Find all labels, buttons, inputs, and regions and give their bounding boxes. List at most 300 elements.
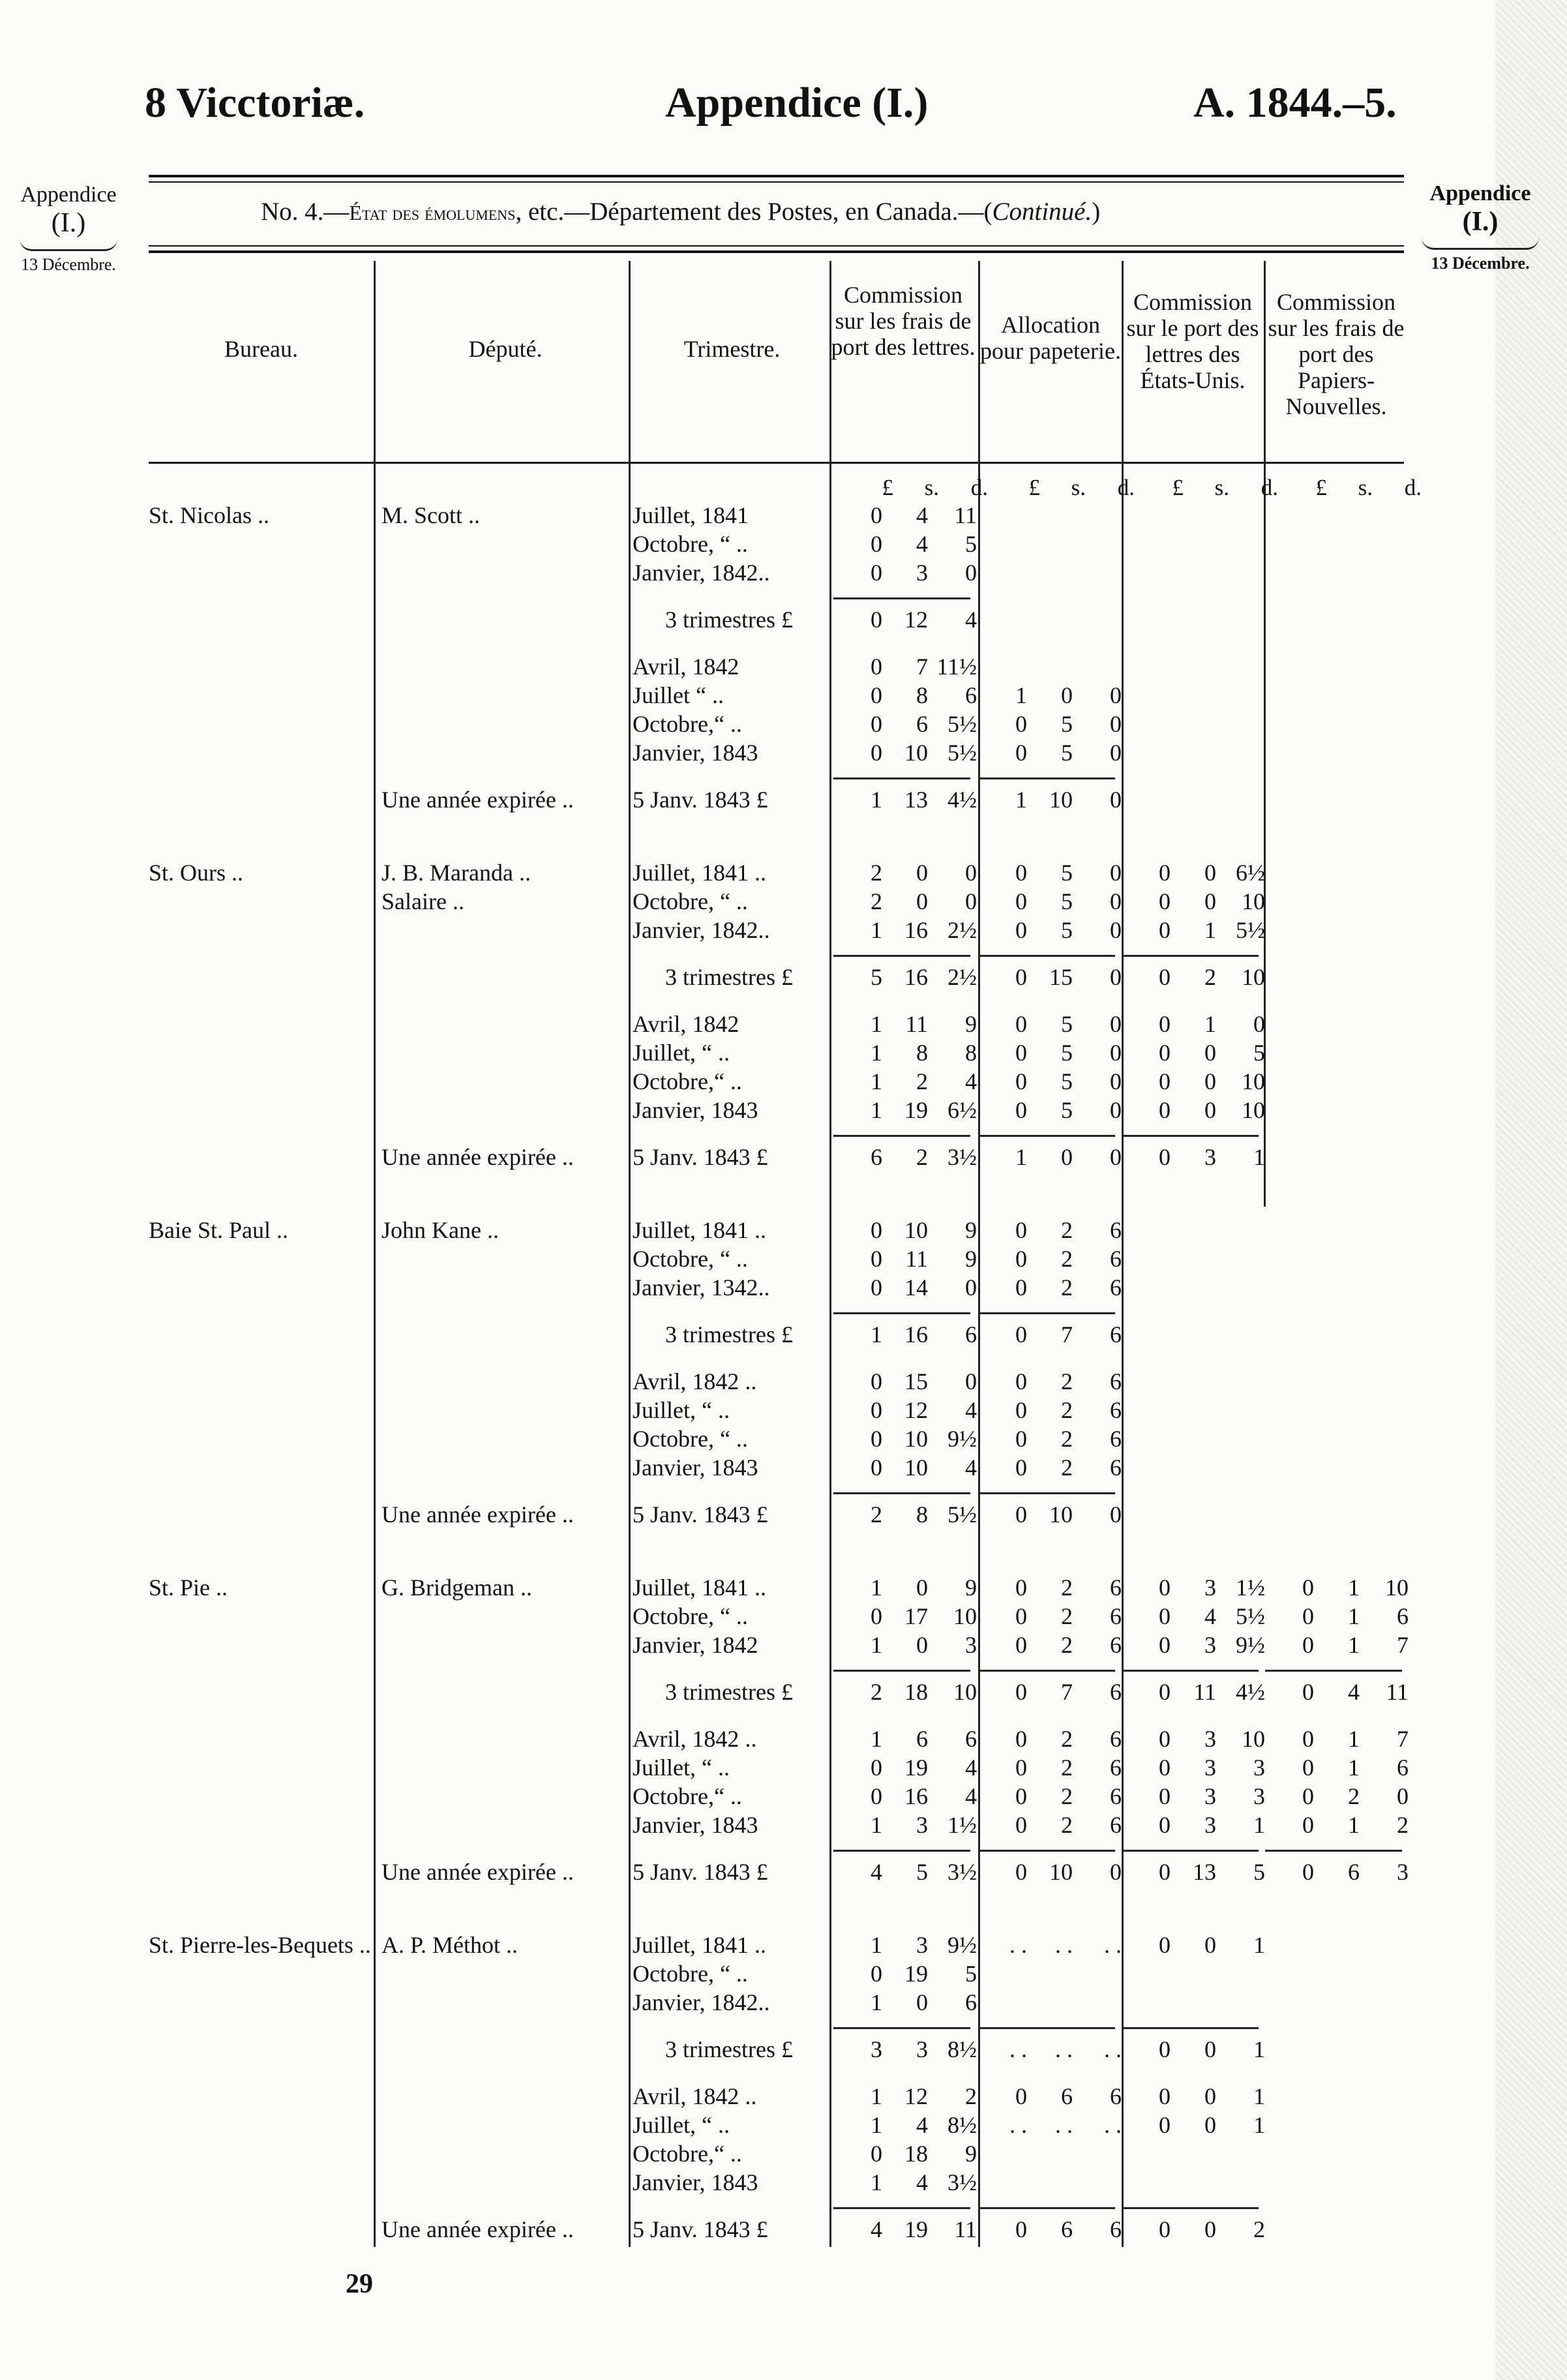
- amount-pap: [981, 1858, 1122, 1886]
- amount-d: 0: [1110, 711, 1122, 737]
- amount-l: 0: [1302, 1603, 1314, 1629]
- depute-name: Salaire ..: [381, 888, 464, 914]
- amount-pap: [981, 710, 1122, 738]
- amount-d: 6: [1110, 1755, 1122, 1781]
- amount-s: 1: [1204, 917, 1216, 943]
- amount-s: 2: [1061, 1274, 1073, 1301]
- amount-d: 2: [1397, 1812, 1409, 1838]
- amount-s: 2: [1061, 1397, 1073, 1423]
- amount-l: 4: [871, 1859, 882, 1885]
- amount-eu: [1125, 1573, 1265, 1602]
- unit-header: [994, 475, 1135, 501]
- amount-l: 0: [1159, 1574, 1171, 1601]
- amount-eu: [1125, 2215, 1265, 2244]
- amount-let: [837, 652, 977, 681]
- amount-s: 0: [1061, 1144, 1073, 1170]
- trimestre-label: Octobre, “ ..: [633, 1961, 748, 1987]
- amount-let: [837, 558, 977, 587]
- amount-s: 19: [904, 1097, 928, 1123]
- trimestre-label: Juillet, “ ..: [633, 1755, 730, 1781]
- amount-s: 3: [1204, 1144, 1216, 1170]
- amount-s: 2: [1061, 1783, 1073, 1809]
- amount-let: [837, 1143, 977, 1171]
- depute-name: M. Scott ..: [381, 502, 481, 528]
- amount-pap: [981, 681, 1122, 710]
- trimestre-label: Janvier, 1843: [633, 740, 758, 766]
- trimestre-label: Janvier, 1842..: [633, 917, 770, 943]
- amount-l: 0: [1302, 1632, 1314, 1658]
- amount-l: 5: [871, 964, 882, 990]
- amount-s: 0: [1204, 2083, 1216, 2109]
- total-rule: [833, 955, 970, 957]
- amount-let: [837, 1396, 977, 1424]
- total-rule: [978, 1135, 1115, 1137]
- side-note-number-right: (I.): [1462, 207, 1499, 237]
- amount-pap: [981, 1320, 1122, 1349]
- amount-d: 9½: [1236, 1632, 1265, 1658]
- amount-d: 4: [965, 1397, 977, 1423]
- amount-l: 0: [871, 682, 882, 708]
- unit-l: £: [1315, 475, 1327, 500]
- amount-pn: [1268, 1602, 1409, 1631]
- amount-d: 1: [1253, 1144, 1265, 1170]
- amount-let: [837, 1573, 977, 1602]
- amount-let: [837, 2139, 977, 2168]
- trimestre-label: Avril, 1842: [633, 654, 739, 680]
- amount-l: 0: [1015, 1097, 1027, 1123]
- trimestre-label: Juillet, “ ..: [633, 1040, 730, 1066]
- amount-s: 5: [1061, 1068, 1073, 1094]
- amount-let: [837, 1782, 977, 1811]
- side-note-right: [1415, 181, 1545, 273]
- amount-d: 4: [965, 1755, 977, 1781]
- amount-s: 19: [904, 1961, 928, 1987]
- total-rule: [833, 2027, 970, 2029]
- amount-d: 9: [965, 2141, 977, 2167]
- amount-s: 2: [1061, 1755, 1073, 1781]
- amount-l: 0: [1015, 1397, 1027, 1423]
- amount-pn: [1268, 1725, 1409, 1753]
- amount-eu: [1125, 1143, 1265, 1171]
- header-bottom-rule: [149, 462, 1404, 464]
- amount-l: 1: [871, 1989, 882, 2015]
- amount-s: 6: [1061, 2216, 1073, 2242]
- amount-s: 15: [904, 1368, 928, 1394]
- amount-l: 0: [1159, 860, 1171, 886]
- amount-l: 0: [1015, 1603, 1027, 1629]
- amount-pap: [981, 738, 1122, 767]
- amount-l: 0: [1015, 1321, 1027, 1348]
- amount-l: 0: [1015, 1246, 1027, 1272]
- unit-s: s.: [924, 475, 939, 500]
- trimestre-label: Avril, 1842 ..: [633, 2083, 757, 2109]
- amount-s: 2: [916, 1144, 928, 1170]
- amount-d: 3: [1397, 1859, 1409, 1885]
- amount-s: 3: [916, 560, 928, 586]
- amount-let: [837, 1216, 977, 1244]
- amount-l: 0: [1015, 740, 1027, 766]
- amount-eu: [1125, 1858, 1265, 1886]
- amount-l: 0: [1159, 2112, 1171, 2138]
- amount-let: [837, 2168, 977, 2197]
- title-smallcaps: État des émolumens: [349, 201, 516, 224]
- amount-d: 2½: [948, 964, 977, 990]
- amount-l: 0: [871, 1368, 882, 1394]
- amount-pap: [981, 1273, 1122, 1302]
- depute-name: J. B. Maranda ..: [381, 860, 531, 886]
- amount-l: 0: [871, 1246, 882, 1272]
- amount-l: 0: [1159, 2036, 1171, 2062]
- amount-l: 1: [871, 1574, 882, 1601]
- trimestre-label: 5 Janv. 1843 £: [633, 787, 768, 813]
- amount-l: 0: [1302, 1859, 1314, 1885]
- amount-eu: [1125, 916, 1265, 944]
- unit-s: s.: [1071, 475, 1086, 500]
- amount-l: 0: [1302, 1783, 1314, 1809]
- amount-l: 1: [871, 1011, 882, 1037]
- amount-s: 8: [916, 1501, 928, 1528]
- amount-l: 1: [871, 1932, 882, 1958]
- amount-eu: [1125, 1038, 1265, 1067]
- amount-l: 0: [871, 1454, 882, 1481]
- trimestre-label: Avril, 1842: [633, 1011, 739, 1037]
- total-rule: [833, 1492, 970, 1494]
- amount-let: [837, 1631, 977, 1659]
- trimestre-label: Octobre, “ ..: [633, 1246, 748, 1272]
- amount-d: 8½: [948, 2112, 977, 2138]
- amount-d: 4½: [1236, 1679, 1265, 1705]
- amount-d: 6: [1110, 1454, 1122, 1481]
- amount-l: . .: [1009, 2112, 1027, 2138]
- amount-l: 0: [1159, 1812, 1171, 1838]
- amount-pap: [981, 887, 1122, 916]
- amount-s: 0: [1204, 1068, 1216, 1094]
- amount-s: 2: [1061, 1812, 1073, 1838]
- total-rule: [978, 1312, 1115, 1314]
- amount-s: 1: [1348, 1603, 1360, 1629]
- amount-eu: [1125, 1067, 1265, 1096]
- amount-l: 0: [871, 1961, 882, 1987]
- amount-d: 0: [1110, 964, 1122, 990]
- amount-l: 0: [871, 1755, 882, 1781]
- depute-name: Une année expirée ..: [381, 2216, 574, 2242]
- trimestre-label: Juillet, “ ..: [633, 2112, 730, 2138]
- unit-d: d.: [1261, 475, 1278, 500]
- amount-d: 1: [1253, 2112, 1265, 2138]
- amount-s: 3: [1204, 1812, 1216, 1838]
- amount-let: [837, 530, 977, 558]
- amount-l: 1: [1015, 1144, 1027, 1170]
- amount-let: [837, 1453, 977, 1482]
- total-rule: [833, 597, 970, 599]
- amount-s: 5: [1061, 1011, 1073, 1037]
- amount-d: 0: [965, 560, 977, 586]
- unit-l: £: [882, 475, 893, 500]
- amount-l: 0: [1015, 2216, 1027, 2242]
- amount-eu: [1125, 2111, 1265, 2139]
- amount-pap: [981, 1216, 1122, 1244]
- bureau-name: St. Pie ..: [149, 1574, 228, 1601]
- col-rule-4: [978, 261, 980, 2247]
- trimestre-label: Janvier, 1843: [633, 1097, 758, 1123]
- amount-let: [837, 2082, 977, 2111]
- amount-d: 6: [1110, 1812, 1122, 1838]
- amount-d: 6: [1110, 1246, 1122, 1272]
- amount-s: 6: [1061, 2083, 1073, 2109]
- amount-s: . .: [1055, 1932, 1073, 1958]
- amount-l: 0: [871, 1783, 882, 1809]
- total-rule: [978, 955, 1115, 957]
- amount-d: 3½: [948, 1144, 977, 1170]
- trimestre-label: Janvier, 1842..: [633, 560, 770, 586]
- amount-l: 3: [871, 2036, 882, 2062]
- trimestre-label: Octobre,“ ..: [633, 711, 742, 737]
- amount-let: [837, 887, 977, 916]
- amount-pn: [1268, 1811, 1409, 1839]
- amount-s: 4: [916, 2112, 928, 2138]
- amount-d: 6: [1110, 1274, 1122, 1301]
- amount-d: 10: [953, 1679, 977, 1705]
- amount-l: 0: [871, 1426, 882, 1452]
- amount-eu: [1125, 963, 1265, 991]
- amount-let: [837, 1858, 977, 1886]
- amount-l: 1: [871, 787, 882, 813]
- amount-l: 0: [1159, 1679, 1171, 1705]
- amount-d: . .: [1104, 2036, 1122, 2062]
- page-number: 29: [346, 2269, 373, 2299]
- amount-let: [837, 681, 977, 710]
- amount-s: 7: [1061, 1321, 1073, 1348]
- amount-l: 2: [871, 1679, 882, 1705]
- amount-d: 6: [1110, 1426, 1122, 1452]
- amount-d: 4: [965, 607, 977, 633]
- amount-pap: [981, 1678, 1122, 1706]
- amount-l: 1: [871, 1726, 882, 1752]
- amount-pn: [1268, 1858, 1409, 1886]
- amount-let: [837, 1725, 977, 1753]
- amount-s: 10: [904, 740, 928, 766]
- amount-s: 2: [1061, 1454, 1073, 1481]
- total-rule: [833, 1312, 970, 1314]
- amount-d: 6: [1397, 1603, 1409, 1629]
- amount-s: 16: [904, 964, 928, 990]
- amount-l: 0: [1159, 1144, 1171, 1170]
- total-rule: [1122, 2027, 1259, 2029]
- amount-s: 3: [1204, 1783, 1216, 1809]
- amount-let: [837, 2111, 977, 2139]
- amount-let: [837, 1096, 977, 1124]
- trimestre-label: Juillet “ ..: [633, 682, 724, 708]
- amount-l: 0: [1015, 1426, 1027, 1452]
- amount-d: 0: [1110, 787, 1122, 813]
- amount-pn: [1268, 1573, 1409, 1602]
- amount-l: 0: [1159, 1932, 1171, 1958]
- amount-s: 10: [1049, 1501, 1073, 1528]
- amount-d: 6: [1110, 1679, 1122, 1705]
- amount-s: 12: [904, 607, 928, 633]
- total-rule: [978, 1492, 1115, 1494]
- amount-d: 5½: [1236, 917, 1265, 943]
- amount-s: 2: [1061, 1217, 1073, 1243]
- amount-s: 15: [1049, 964, 1073, 990]
- amount-s: 7: [916, 654, 928, 680]
- amount-d: 6: [1110, 1321, 1122, 1348]
- amount-l: 0: [1015, 888, 1027, 914]
- amount-d: 4: [965, 1068, 977, 1094]
- amount-let: [837, 605, 977, 634]
- header-left: 8 Vicctoriæ.: [145, 79, 365, 127]
- amount-s: 5: [1061, 740, 1073, 766]
- amount-s: 2: [1061, 1426, 1073, 1452]
- amount-l: 0: [871, 502, 882, 528]
- amount-l: 0: [1015, 1859, 1027, 1885]
- amount-d: 0: [1110, 1501, 1122, 1528]
- amount-l: 0: [1015, 1755, 1027, 1781]
- amount-l: 0: [1015, 1726, 1027, 1752]
- trimestre-label: 5 Janv. 1843 £: [633, 1144, 768, 1170]
- title-italic: Continué.: [992, 198, 1092, 226]
- trimestre-label: Octobre, “ ..: [633, 888, 748, 914]
- amount-l: 0: [1015, 1274, 1027, 1301]
- trimestre-label: 5 Janv. 1843 £: [633, 2216, 768, 2242]
- total-rule: [978, 1670, 1115, 1672]
- amount-l: 0: [1302, 1679, 1314, 1705]
- amount-l: 0: [1159, 1632, 1171, 1658]
- total-rule: [1122, 2207, 1259, 2209]
- amount-l: 0: [1159, 2216, 1171, 2242]
- side-note-date-right: 13 Décembre.: [1431, 254, 1530, 273]
- amount-l: 0: [1159, 1011, 1171, 1037]
- amount-s: 10: [904, 1217, 928, 1243]
- amount-pap: [981, 1067, 1122, 1096]
- amount-pap: [981, 1096, 1122, 1124]
- amount-s: 2: [1061, 1574, 1073, 1601]
- trimestre-label: Juillet, 1841 ..: [633, 1574, 766, 1601]
- col-etats-unis: Commission sur le port des lettres des États-Unis.: [1126, 289, 1259, 393]
- amount-s: 17: [904, 1603, 928, 1629]
- amount-s: 3: [916, 1932, 928, 1958]
- amount-d: 5½: [948, 1501, 977, 1528]
- amount-d: 3: [1253, 1783, 1265, 1809]
- amount-d: 6: [1110, 1726, 1122, 1752]
- table-title: [261, 197, 1100, 226]
- amount-l: 0: [1159, 1755, 1171, 1781]
- amount-s: 4: [1204, 1603, 1216, 1629]
- amount-s: 3: [1204, 1632, 1216, 1658]
- amount-d: 10: [953, 1603, 977, 1629]
- amount-pap: [981, 858, 1122, 887]
- amount-l: . .: [1009, 2036, 1027, 2062]
- amount-s: . .: [1055, 2036, 1073, 2062]
- amount-d: 6: [965, 682, 977, 708]
- amount-s: 10: [1049, 787, 1073, 813]
- amount-l: 2: [871, 1501, 882, 1528]
- amount-d: 5½: [1236, 1603, 1265, 1629]
- amount-s: 3: [1204, 1726, 1216, 1752]
- amount-s: 10: [904, 1454, 928, 1481]
- amount-l: 0: [871, 531, 882, 557]
- amount-d: . .: [1104, 1932, 1122, 1958]
- depute-name: Une année expirée ..: [381, 787, 574, 813]
- amount-d: 0: [1397, 1783, 1409, 1809]
- amount-s: 10: [1049, 1859, 1073, 1885]
- amount-l: 2: [871, 860, 882, 886]
- trimestre-label: Octobre,“ ..: [633, 1068, 742, 1094]
- amount-l: 2: [871, 888, 882, 914]
- unit-d: d.: [1404, 475, 1422, 500]
- amount-d: 5½: [948, 711, 977, 737]
- amount-let: [837, 1010, 977, 1038]
- amount-d: 5: [1253, 1040, 1265, 1066]
- amount-d: 0: [1110, 682, 1122, 708]
- amount-l: 1: [871, 1068, 882, 1094]
- amount-d: 1½: [1236, 1574, 1265, 1601]
- col-rule-5: [1122, 261, 1124, 2247]
- depute-name: Une année expirée ..: [381, 1144, 574, 1170]
- amount-d: 9½: [948, 1426, 977, 1452]
- page-edge-texture: [1495, 0, 1567, 2380]
- amount-d: 4: [965, 1454, 977, 1481]
- amount-l: 0: [871, 1274, 882, 1301]
- amount-s: 5: [916, 1859, 928, 1885]
- amount-d: 6: [1110, 2083, 1122, 2109]
- amount-pn: [1268, 1753, 1409, 1782]
- header-right: A. 1844.–5.: [1193, 79, 1397, 127]
- depute-name: G. Bridgeman ..: [381, 1574, 532, 1601]
- amount-d: 10: [1242, 1726, 1265, 1752]
- amount-s: 0: [1204, 2112, 1216, 2138]
- unit-header: [848, 475, 988, 501]
- amount-eu: [1125, 1725, 1265, 1753]
- title-rule-thin: [149, 245, 1404, 247]
- unit-s: s.: [1214, 475, 1229, 500]
- col-trimestre: Trimestre.: [683, 336, 781, 362]
- side-note-number: (I.): [51, 208, 86, 238]
- amount-l: 0: [871, 2141, 882, 2167]
- amount-l: 1: [1015, 787, 1027, 813]
- amount-s: 0: [1204, 2216, 1216, 2242]
- amount-d: 6: [1110, 2216, 1122, 2242]
- amount-d: 1: [1253, 1812, 1265, 1838]
- amount-d: 0: [1110, 1068, 1122, 1094]
- amount-pap: [981, 963, 1122, 991]
- amount-l: 0: [1159, 964, 1171, 990]
- amount-pap: [981, 1782, 1122, 1811]
- trimestre-label: Janvier, 1843: [633, 2169, 758, 2195]
- amount-pap: [981, 1753, 1122, 1782]
- amount-let: [837, 1959, 977, 1988]
- amount-l: 0: [1159, 888, 1171, 914]
- amount-d: 3: [965, 1632, 977, 1658]
- total-rule: [833, 1135, 970, 1137]
- amount-eu: [1125, 887, 1265, 916]
- amount-s: 4: [916, 2169, 928, 2195]
- amount-s: 6: [1348, 1859, 1360, 1885]
- amount-l: 0: [871, 1217, 882, 1243]
- amount-l: 1: [871, 2112, 882, 2138]
- amount-let: [837, 916, 977, 944]
- amount-l: 0: [1159, 917, 1171, 943]
- amount-s: 13: [1193, 1859, 1216, 1885]
- amount-l: 1: [871, 917, 882, 943]
- total-rule: [1265, 1850, 1402, 1852]
- trimestre-label: Octobre, “ ..: [633, 1426, 748, 1452]
- trimestre-label: Janvier, 1843: [633, 1812, 758, 1838]
- total-rule: [978, 1850, 1115, 1852]
- amount-l: 0: [1159, 1040, 1171, 1066]
- bureau-name: St. Ours ..: [149, 860, 244, 886]
- amount-l: 0: [871, 607, 882, 633]
